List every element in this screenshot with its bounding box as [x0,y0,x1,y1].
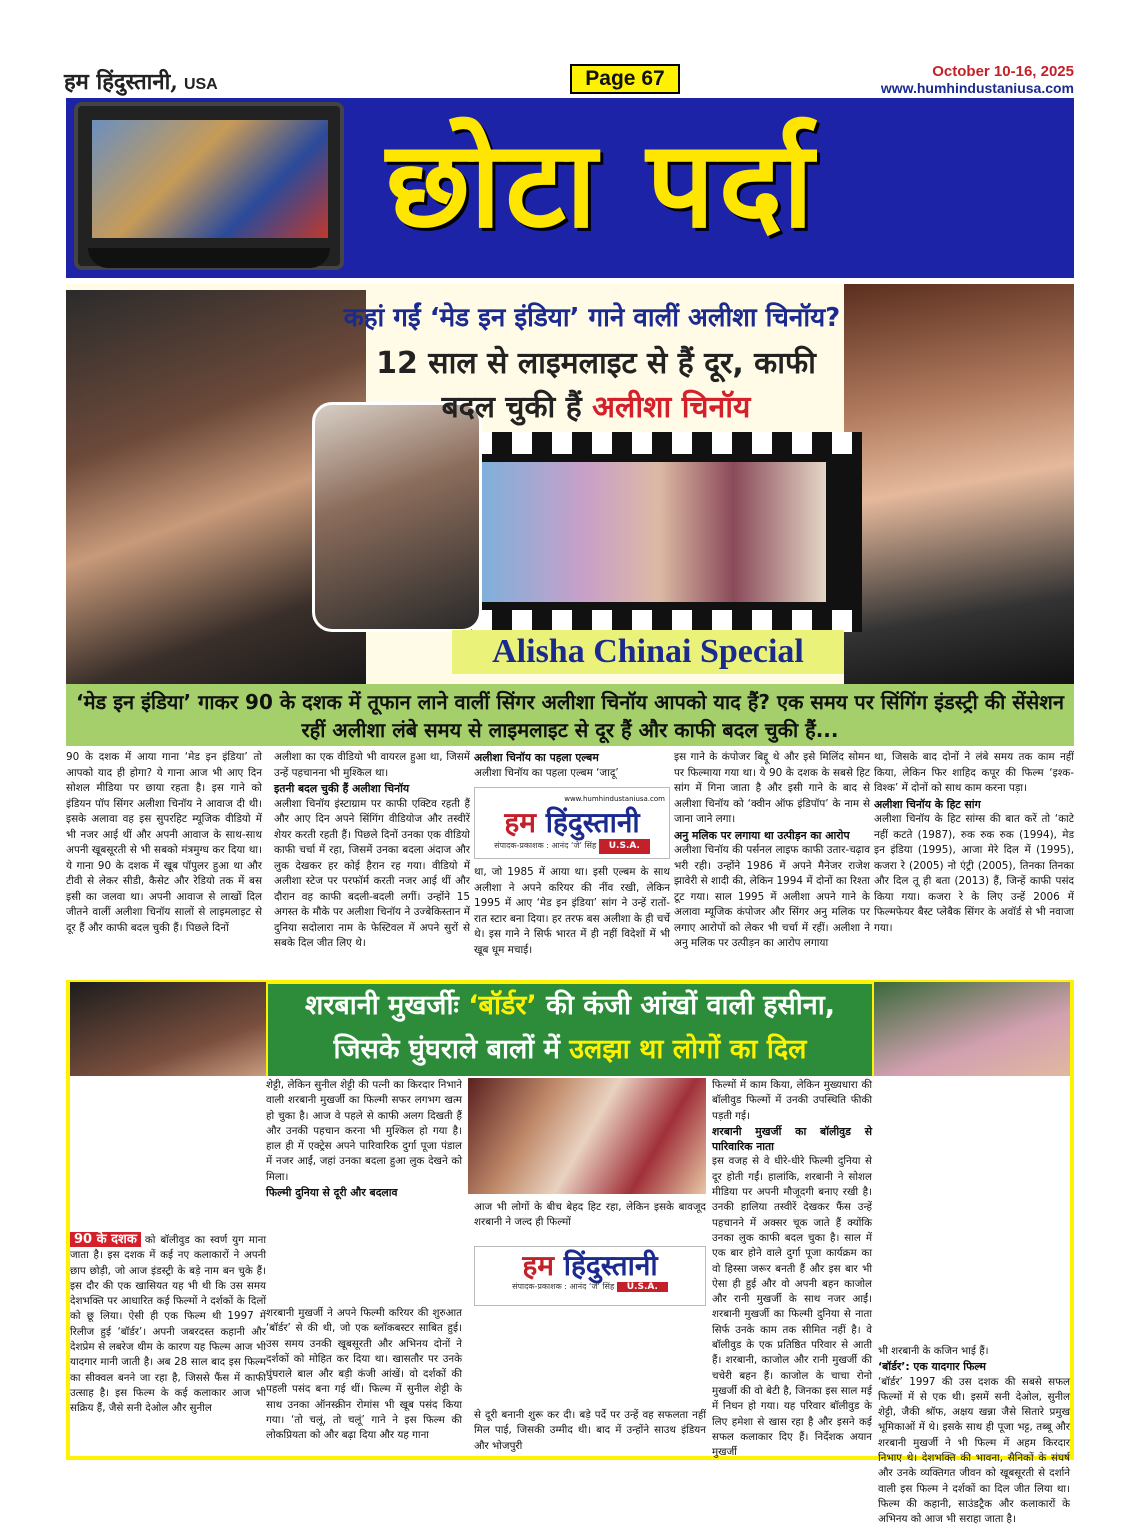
logo-usa: U.S.A. [599,839,650,855]
feature-subheadline [316,342,876,430]
paragraph: अलीशा चिनॉय के हिट सांग्स की बात करें तो ‘काटे नहीं कटते (1987), रुक रुक रुक (1994), मेड इन इंडिया (1995), आजा मेरे दिल में (1995), कजरा रे (2005) नो एंट्री (2005), तिनका तिनका और दिल तू ही बता (2013) हैं, जिन्हें काफी पसंद किया गया। कजरा रे के लिए उन्हें 2006 में फिल्मफेयर बैस्ट प्लेबैक सिंगर के अवॉर्ड से भी नवाजा गया। [874,813,1074,934]
subheadline-line1: 12 साल से लाइमलाइट से हैं दूर, काफी [376,346,816,381]
logo-text [479,1251,701,1281]
masthead [64,66,218,96]
paragraph: अलीशा का एक वीडियो भी वायरल हुआ था, जिसमें उन्हें पहचानना भी मुश्किल था। [274,751,470,779]
publication-logo-2 [474,1246,706,1306]
article-column-1 [66,750,262,974]
story-sharbani [66,980,1074,1526]
paragraph: आज भी लोगों के बीच बेहद हिट रहा, लेकिन इसके बावजूद शरबानी ने जल्द ही फिल्मों [474,1201,706,1229]
subheading: शरबानी मुखर्जी का बॉलीवुड से पारिवारिक नाता [712,1124,872,1154]
subheading: अलीशा चिनॉय का पहला एल्बम [474,751,599,764]
logo-hindustani: हिंदुस्तानी [563,1249,658,1282]
logo-text [479,805,665,839]
paragraph: अलीशा चिनॉय इंस्टाग्राम पर काफी एक्टिव रहती हैं और आए दिन अपने सिंगिंग वीडियोज और तस्वीरें शेयर करती रहती हैं। पिछले दिनों उनका एक वीडियो काफी चर्चा में रहा, जिसमें उनका बदला अंदाज और लुक देखकर हर कोई हैरान रह गया। वीडियो में अलीशा स्टेज पर परफॉर्म करती नजर आई थीं और दौरान वह काफी बदली-बदली लगीं। उन्होंने 15 अगस्त के मौके पर अलीशा चिनॉय ने उज्बेकिस्तान में दुनिया सदोलारा नाम के फेस्टिवल में अपने सुरों से सबके दिल जीत लिए थे। [274,797,470,949]
dateline [881,64,1074,96]
section-title: छोटा पर्दा [386,116,818,255]
headline-text: की कंजी आंखों वाली हसीना, [546,990,836,1021]
alisha-photo-right [844,284,1074,684]
subheading: अलीशा चिनॉय के हिट सांग [874,797,981,811]
subheadline-line2 [316,386,876,430]
tv-stand [88,248,330,268]
article-column-3 [474,750,670,974]
paragraph: अलीशा चिनॉय का पहला एल्बम ‘जादू’ [474,766,619,779]
paragraph: भी शरबानी के कजिन भाई हैं। [878,1345,989,1357]
subheading: इतनी बदल चुकी हैं अलीशा चिनॉय [274,782,410,795]
section-banner [66,98,1074,278]
paragraph: था, जो 1985 में आया था। इसी एल्बम के साथ अलीशा ने अपने करियर की नींव रखी, लेकिन 1995 में आए ‘मेड इन इंडिया’ सांग ने उन्हें रातों-रात स्टार बना दिया। हर तरफ बस अलीशा के ही चर्चे थे। इस गाने ने सिर्फ भारत में ही नहीं विदेशों में भी खूब धूम मचाई। [474,866,670,956]
subheadline-name: अलीशा चिनॉय [592,390,751,425]
article-column-2 [274,750,470,974]
subheadline-text: बदल चुकी हैं [441,390,582,425]
paragraph: शरबानी मुखर्जी ने अपने फिल्मी करियर की शुरुआत ‘बॉर्डर’ से की थी, जो एक ब्लॉकबस्टर साबित हुई। उस समय उनकी खूबसूरती और अभिनय दोनों ने दर्शकों को मोहित कर दिया था। खासतौर पर उनके घुंघराले बाल और बड़ी कंजी आंखें। वो दर्शकों की पहली पसंद बना गई थीं। फिल्म में सुनील शेट्टी के साथ उनका ऑनस्क्रीन रोमांस भी खूब पसंद किया गया। ‘तो चलूं, तो चलूं’ गाने ने इस फिल्म की लोकप्रियता को और बढ़ा दिया और यह गाना [266,1307,462,1442]
story-headline [268,984,872,1076]
paragraph: था, जिसके बाद दोनों ने लंबे समय तक काम नहीं किया, लेकिन फिर शाहिद कपूर की फिल्म ‘इश्क-विश्क’ में दोनों को साथ काम करना पड़ा। [874,751,1074,794]
article-column-5 [874,750,1074,974]
filmstrip-holes-top [422,432,862,454]
logo-hm: हम [522,1249,554,1282]
headline-line2 [268,1028,872,1072]
paragraph: ‘बॉर्डर’ 1997 की उस दशक की सबसे सफल फिल्मों में से एक थी। इसमें सनी देओल, सुनील शेट्टी, जैकी श्रॉफ, अक्षय खन्ना जैसे सितारे प्रमुख भूमिकाओं में थे। इसके साथ ही पूजा भट्ट, तब्बू और शरबानी मुखर्जी ने भी फिल्म में अहम किरदार निभाए थे। देशभक्ति की भावना, सैनिकों के संघर्ष और उनके व्यक्तिगत जीवन को खूबसूरती से दर्शाने वाली इस फिल्म ने दर्शकों का दिल जीत लिया था। फिल्म की कहानी, साउंडट्रैक और कलाकारों के अभिनय को आज भी सराहा जाता है। [878,1375,1070,1526]
subheading: फिल्मी दुनिया से दूरी और बदलाव [266,1186,398,1200]
logo-url: www.humhindustaniusa.com [564,795,665,803]
header-bar [64,62,1074,96]
feature-story-alisha [66,284,1074,684]
story-column-b [712,1078,872,1459]
subheading: अनु मलिक पर लगाया था उत्पीड़न का आरोप [674,828,850,842]
paragraph: शेट्टी, लेकिन सुनील शेट्टी की पत्नी का किरदार निभाने वाली शरबानी मुखर्जी का फिल्मी सफर लगभग खत्म हो चुका है। आज वे पहले से काफी अलग दिखती हैं और उनकी पहचान करना भी मुश्किल हो गया है। हाल ही में एक्ट्रेस अपने पारिवारिक दुर्गा पूजा पंडाल में नजर आईं, जहां उनका बदला हुआ लुक देखने को मिला। [266,1079,462,1183]
masthead-title: हम हिंदुस्तानी, [64,69,178,95]
story-column-a [266,1078,462,1300]
masthead-usa: USA [183,76,218,93]
paragraph: इस वजह से वे धीरे-धीरे फिल्मी दुनिया से दूर होती गईं। हालांकि, शरबानी ने सोशल मीडिया पर अपनी मौजूदगी बनाए रखी है। उनकी हालिया तस्वीरें देखकर फैंस उन्हें पहचानने में अक्सर चूक जाते हैं क्योंकि उनका लुक काफी बदल चुका है। साल में एक बार होने वाले दुर्गा पूजा कार्यक्रम का वो हिस्सा जरूर बनती हैं और इस बार भी ऐसा ही हुई और वो अपनी बहन काजोल और रानी मुखर्जी के साथ नजर आईं। शरबानी मुखर्जी का फिल्मी दुनिया से नाता सिर्फ उनके काम तक सीमित नहीं है। वे बॉलीवुड के एक प्रतिष्ठित परिवार से आती हैं। शरबानी, काजोल और रानी मुखर्जी की चचेरी बहन हैं। काजोल के चाचा रोनो मुखर्जी की वो बेटी है, जिनका इस साल मई में निधन हो गया। यह परिवार बॉलीवुड के लिए हमेशा से खास रहा है और इसने कई सफल कलाकार दिए हैं। निर्देशक अयान मुखर्जी [712,1155,872,1459]
headline-film: ‘बॉर्डर’ [468,990,537,1021]
story-column-d [266,1306,462,1456]
page-number-box: Page 67 [570,64,680,94]
website-link[interactable]: www.humhindustaniusa.com [880,80,1074,96]
paragraph: फिल्मों में काम किया, लेकिन मुख्यधारा की बॉलीवुड फिल्मों में उनकी उपस्थिति फीकी पड़ती गई। [712,1079,872,1122]
article-column-4 [674,750,870,974]
logo-usa: U.S.A. [617,1282,668,1292]
paragraph: इस गाने के कंपोजर बिद्दू थे और इसे मिलिंद सोमन पर फिल्माया गया था। ये 90 के दशक के सबसे हिट सांग में गिना जाता है और इसी गाने के बाद से अलीशा चिनॉय को ‘क्वीन ऑफ इंडिपॉप’ के नाम से जाना जाने लगा। [674,751,870,825]
logo-hm: हम [504,805,536,839]
lead-paragraph: ‘मेड इन इंडिया’ गाकर 90 के दशक में तूफान लाने वालीं सिंगर अलीशा चिनॉय आपको याद हैं? एक समय पर सिंगिंग इंडस्ट्री की सेंसेशन रहीं अलीशा लंबे समय से लाइमलाइट से दूर हैं और काफी बदल चुकी हैं... [66,684,1074,746]
logo-hindustani: हिंदुस्तानी [545,805,640,839]
issue-date: October 10-16, 2025 [932,63,1074,80]
tv-screen-image [92,120,328,238]
story-column-c [70,1232,266,1456]
special-label: Alisha Chinai Special [452,630,844,674]
article-alisha-columns [66,750,1074,978]
paragraph: अलीशा चिनॉय की पर्सनल लाइफ काफी उतार-चढ़ाव भरी रही। उन्होंने 1986 में अपने मैनेजर राजेश झावेरी से शादी की, लेकिन 1994 में दोनों का रिश्ता टूट गया। साल 1995 में अलीशा अपने गाने के अलावा म्यूजिक कंपोजर और सिंगर अनु मलिक पर लगाए आरोपों को लेकर भी चर्चा में रहीं। अलीशा ने अनु मलिक पर उत्पीड़न का आरोप लगाया [674,844,870,949]
headline-text2: जिसके घुंघराले बालों में [333,1034,560,1065]
publication-logo [474,787,670,859]
logo-editor [479,838,665,855]
story-column-e [474,1200,706,1240]
logo-sub: संपादक-प्रकाशक : आनंद ‘जे’ सिंह [512,1282,615,1291]
logo-sub: संपादक-प्रकाशक : आनंद ‘जे’ सिंह [494,840,597,850]
border-film-stills [468,1078,706,1194]
headline-line1 [268,984,872,1028]
headline-highlight: उलझा था लोगों का दिल [569,1034,807,1065]
subheading: ‘बॉर्डर’: एक यादगार फिल्म [878,1360,986,1374]
decade-tag: 90 के दशक [70,1232,141,1247]
story-column-f [474,1408,706,1456]
logo-editor [479,1281,701,1292]
paragraph: 90 के दशक में आया गाना ‘मेड इन इंडिया’ तो आपको याद ही होगा? ये गाना आज भी आए दिन सोशल मीडिया पर छाया रहता है। इस गाने को इंडियन पॉप सिंगर अलीशा चिनॉय ने आवाज दी थी। इसके अलावा वह इस सुपरहिट म्यूजिक वीडियो में भी नजर आई थीं और अपनी आवाज के साथ-साथ अपनी खूबसूरती से भी सबको मंत्रमुग्ध कर दिया था। ये गाना 90 के दशक में खूब पॉपुलर हुआ था और टीवी से लेकर सीडी, कैसेट और रेडियो तक में बस इसी का जलवा था। अपनी आवाज से लाखों दिल जीतने वालीं अलीशा चिनॉय सालों से लाइमलाइट से दूर हैं और काफी बदल चुकी हैं। पिछले दिनों [66,751,262,934]
filmstrip-holes-bottom [422,610,862,632]
story-column-g [878,1344,1070,1526]
alisha-award-photo [312,402,482,632]
paragraph-text: को बॉलीवुड का स्वर्ण युग माना जाता है। इस दशक में कई नए कलाकारों ने अपनी छाप छोड़ी, जो आज इंडस्ट्री के बड़े नाम बन चुके हैं। इस दौर की एक खासियत यह भी थी कि उस समय देशभक्ति पर आधारित कई फिल्मों ने दर्शकों के दिलों को छू लिया। ऐसी ही एक फिल्म थी 1997 में रिलीज हुई ‘बॉर्डर’। अपनी जबरदस्त कहानी और देशप्रेम से लबरेज थीम के कारण यह फिल्म आज भी यादगार मानी जाती है। अब 28 साल बाद इस फिल्म का सीक्वल बनने जा रहा है, जिससे फैंस में काफी उत्साह है। इस फिल्म के कई कलाकार आज भी सक्रिय हैं, जैसे सनी देओल और सुनील [70,1234,266,1415]
paragraph [70,1232,266,1417]
filmstrip-photos [456,462,826,602]
filmstrip-collage [422,432,862,632]
feature-headline: कहां गईं ‘मेड इन इंडिया’ गाने वालीं अलीशा चिनॉय? [343,303,841,333]
headline-name: शरबानी मुखर्जीः [304,990,459,1021]
story-body [70,1076,1070,1526]
tv-icon [74,102,344,270]
paragraph: से दूरी बनानी शुरू कर दी। बड़े पर्दे पर उन्हें वह सफलता नहीं मिल पाई, जिसकी उम्मीद थी। बाद में उन्होंने साउथ इंडियन और भोजपुरी [474,1409,706,1452]
